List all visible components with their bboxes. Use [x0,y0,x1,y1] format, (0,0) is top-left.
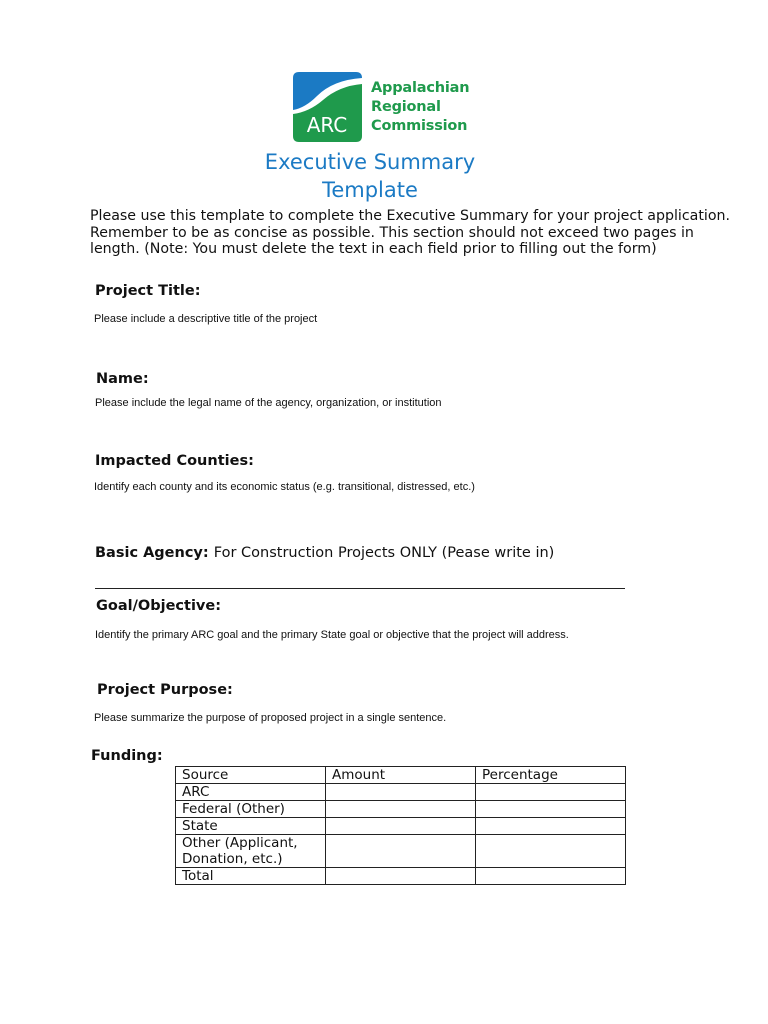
funding-row-other [176,835,626,868]
logo-line-1: Appalachian [371,80,470,96]
logo-line-3: Commission [371,118,468,134]
project-title-field[interactable]: Please include a descriptive title of the project [94,313,318,325]
logo-mark-text: ARC [306,113,348,137]
funding-header-source: Source [176,767,326,784]
goal-objective-field[interactable]: Identify the primary ARC goal and the primary State goal or objective that the project will address. [95,629,569,641]
funding-source-cell: Other (Applicant, Donation, etc.) [176,835,326,868]
funding-row-arc [176,784,626,801]
basic-agency-note: For Construction Projects ONLY (Pease write in) [213,545,555,561]
funding-source-cell: Total [176,868,326,885]
funding-row-state [176,818,626,835]
funding-percentage-cell[interactable] [476,784,626,801]
funding-source-cell: ARC [176,784,326,801]
intro-paragraph [90,208,730,258]
arc-logo-icon [293,72,362,142]
funding-header-amount: Amount [326,767,476,784]
page-title-line-2: Template [322,178,418,202]
funding-label: Funding: [91,748,163,764]
page-title-line-1: Executive Summary [264,150,476,174]
funding-amount-cell[interactable] [326,818,476,835]
funding-row-total [176,868,626,885]
basic-agency-label: Basic Agency: [95,545,209,561]
intro-line-2: Remember to be as concise as possible. This section should not exceed two pages in [90,224,694,241]
name-label: Name: [96,371,149,387]
funding-source-cell: State [176,818,326,835]
basic-agency-row [95,545,554,561]
impacted-counties-field[interactable]: Identify each county and its economic status (e.g. transitional, distressed, etc.) [94,481,475,493]
funding-percentage-cell[interactable] [476,868,626,885]
funding-source-cell: Federal (Other) [176,801,326,818]
funding-percentage-cell[interactable] [476,818,626,835]
funding-header-row [176,767,626,784]
funding-amount-cell[interactable] [326,835,476,868]
funding-row-federal [176,801,626,818]
funding-amount-cell[interactable] [326,868,476,885]
name-field[interactable]: Please include the legal name of the agency, organization, or institution [95,397,442,409]
project-purpose-label: Project Purpose: [97,682,233,698]
intro-line-1: Please use this template to complete the Executive Summary for your project application. [90,208,731,224]
project-purpose-field[interactable]: Please summarize the purpose of proposed project in a single sentence. [94,712,447,724]
funding-amount-cell[interactable] [326,784,476,801]
impacted-counties-label: Impacted Counties: [95,453,254,469]
funding-percentage-cell[interactable] [476,801,626,818]
logo-line-2: Regional [371,99,441,115]
goal-objective-label: Goal/Objective: [96,598,222,614]
basic-agency-write-in-line[interactable] [95,588,625,589]
project-title-label: Project Title: [95,283,201,299]
funding-percentage-cell[interactable] [476,835,626,868]
logo-wordmark [371,79,469,136]
funding-table [175,766,626,885]
funding-amount-cell[interactable] [326,801,476,818]
funding-header-percentage: Percentage [476,767,626,784]
intro-line-3: length. (Note: You must delete the text in each field prior to filling out the form) [90,241,657,257]
